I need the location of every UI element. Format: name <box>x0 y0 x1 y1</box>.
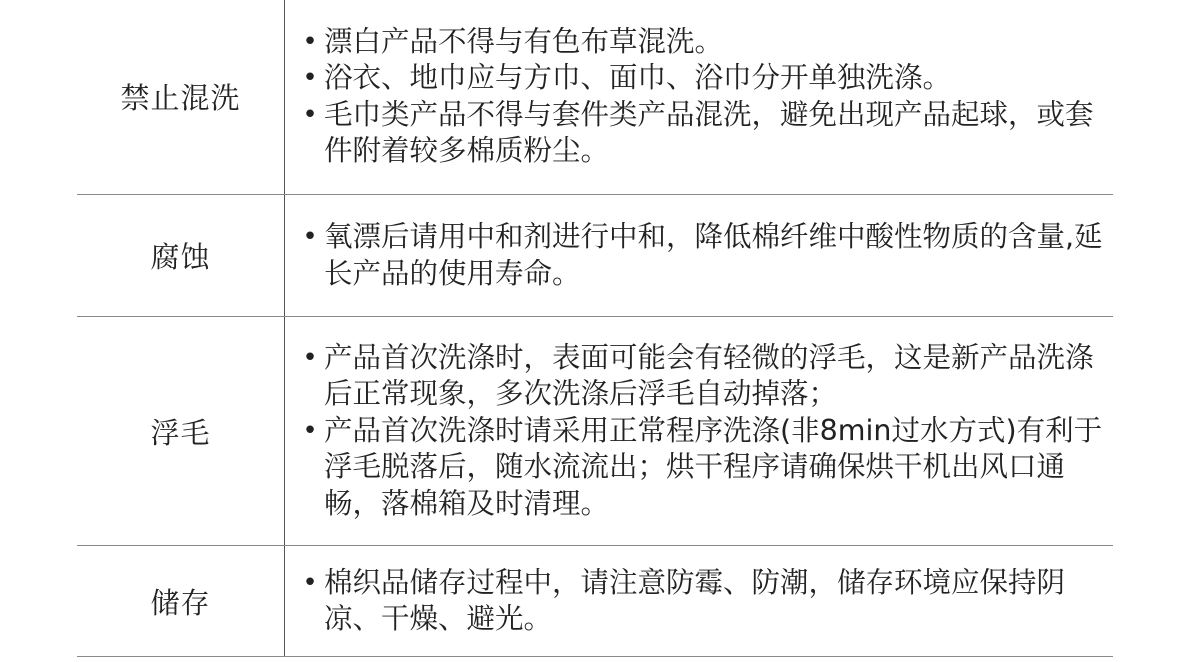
table-row-no-mixed-wash <box>77 0 1113 195</box>
table-row-lint <box>77 317 1113 546</box>
list-item <box>299 219 1107 292</box>
item-text: 产品首次洗涤时，表面可能会有轻微的浮毛，这是新产品洗涤后正常现象，多次洗涤后浮毛自动掉落； <box>324 340 1094 411</box>
description-cell <box>285 0 1114 195</box>
bullet-icon: • <box>302 26 318 57</box>
item-text: 产品首次洗涤时请采用正常程序洗涤(非8min过水方式)有利于浮毛脱落后，随水流流出；烘干程序请确保烘干机出风口通畅，落棉箱及时清理。 <box>324 413 1103 520</box>
bullet-icon: • <box>302 99 318 130</box>
list-item <box>299 97 1107 170</box>
category-cell: 禁止混洗 <box>77 0 285 195</box>
category-cell: 储存 <box>77 546 285 657</box>
bullet-icon: • <box>302 342 318 373</box>
item-text: 氧漂后请用中和剂进行中和，降低棉纤维中酸性物质的含量,延长产品的使用寿命。 <box>324 220 1103 290</box>
care-instructions-table <box>77 0 1113 657</box>
bullet-list <box>299 219 1107 292</box>
item-text: 浴衣、地巾应与方巾、面巾、浴巾分开单独洗涤。 <box>324 61 952 94</box>
list-item <box>299 24 1107 61</box>
bullet-icon: • <box>302 415 318 446</box>
item-text: 棉织品储存过程中，请注意防霉、防潮，储存环境应保持阴凉、干燥、避光。 <box>324 565 1066 635</box>
bullet-icon: • <box>302 63 318 93</box>
table-row-storage <box>77 546 1113 657</box>
bullet-list <box>299 565 1107 638</box>
list-item <box>299 340 1107 413</box>
bullet-icon: • <box>302 567 318 598</box>
category-cell: 腐蚀 <box>77 195 285 317</box>
bullet-list <box>299 340 1107 523</box>
item-text: 毛巾类产品不得与套件类产品混洗，避免出现产品起球，或套件附着较多棉质粉尘。 <box>324 97 1094 167</box>
list-item <box>299 60 1107 97</box>
bullet-list <box>299 24 1107 170</box>
description-cell <box>285 195 1114 317</box>
bullet-icon: • <box>302 222 318 252</box>
description-cell <box>285 546 1114 657</box>
list-item <box>299 565 1107 638</box>
table-row-corrosion <box>77 195 1113 317</box>
description-cell <box>285 317 1114 546</box>
item-text: 漂白产品不得与有色布草混洗。 <box>324 24 724 58</box>
category-cell: 浮毛 <box>77 317 285 546</box>
list-item <box>299 413 1107 523</box>
